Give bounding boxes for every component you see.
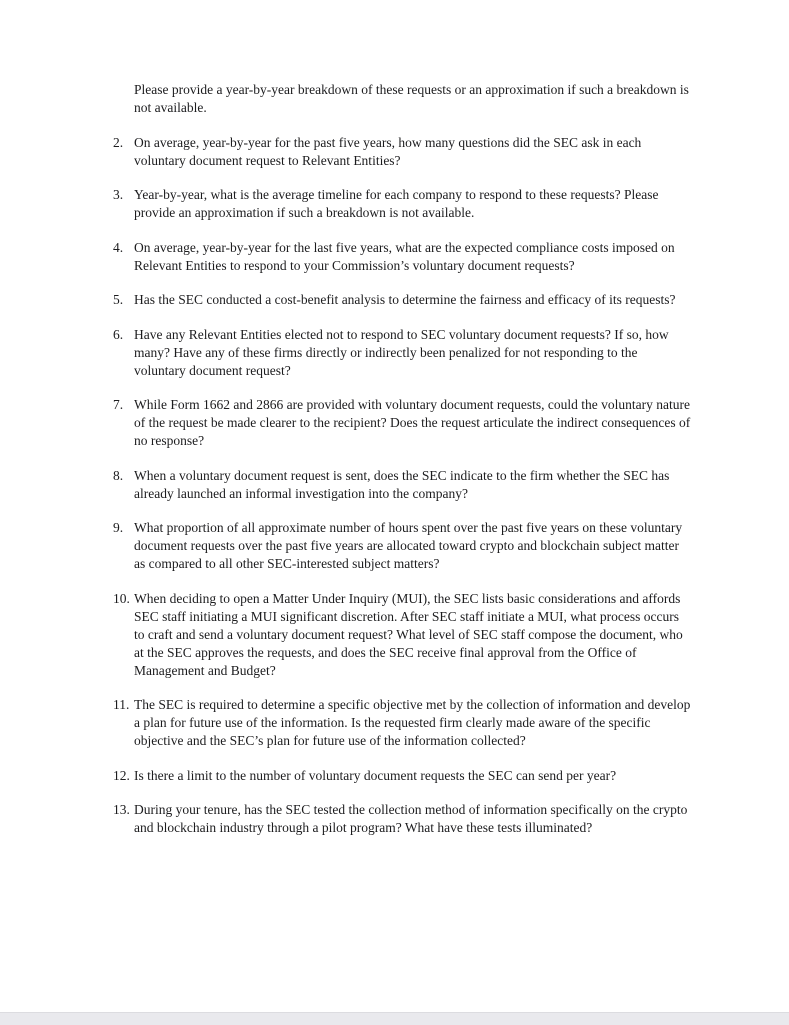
question-number: 4.	[113, 239, 124, 255]
question-item-11	[113, 696, 691, 750]
question-text: During your tenure, has the SEC tested the collection method of information specifically on the crypto and blockchain industry through a pilot program? What have these tests illuminated?	[134, 802, 688, 835]
question-text: Is there a limit to the number of voluntary document requests the SEC can send per year?	[134, 767, 617, 783]
question-item-3	[113, 186, 691, 222]
question-number: 12.	[113, 767, 130, 783]
question-item-9	[113, 519, 691, 573]
question-number: 10.	[113, 590, 130, 606]
question-text: When a voluntary document request is sent, does the SEC indicate to the firm whether the SEC has already launched an informal investigation into the company?	[134, 467, 670, 501]
question-item-6	[113, 326, 691, 380]
question-item-2	[113, 134, 691, 170]
question-item-10	[113, 590, 691, 680]
question-text: Year-by-year, what is the average timeline for each company to respond to these requests? Please provide an approximation if such a breakdown is not available.	[134, 187, 659, 220]
question-item-4	[113, 239, 691, 275]
question-item-7	[113, 396, 691, 450]
question-text: On average, year-by-year for the past five years, how many questions did the SEC ask in each voluntary document request to Relevant Entities?	[134, 134, 642, 168]
question-number: 11.	[113, 697, 130, 712]
question-number: 9.	[113, 520, 124, 535]
question-number: 2.	[113, 134, 124, 150]
question-number: 7.	[113, 397, 124, 412]
question-list	[113, 81, 691, 837]
question-number: 5.	[113, 292, 124, 307]
question-text: The SEC is required to determine a specific objective met by the collection of information and develop a plan for future use of the information. Is the requested firm clearly made aware of the specific objective and the SEC’s plan for future use of the information collected?	[134, 697, 691, 748]
question-text: What proportion of all approximate number of hours spent over the past five years on these voluntary document requests over the past five years are allocated toward crypto and blockchain subject matter as compared to all other SEC-interested subject matters?	[134, 520, 683, 571]
question-text: While Form 1662 and 2866 are provided with voluntary document requests, could the voluntary nature of the request be made clearer to the recipient? Does the request articulate the indirect consequences of no response?	[134, 397, 691, 448]
question-item-8	[113, 467, 691, 503]
question-number: 13.	[113, 802, 130, 817]
question-item-5	[113, 291, 691, 309]
question-item-13	[113, 801, 691, 837]
intro-continuation-paragraph: Please provide a year-by-year breakdown of these requests or an approximation if such a breakdown is not available.	[134, 82, 689, 115]
question-text: When deciding to open a Matter Under Inquiry (MUI), the SEC lists basic considerations and affords SEC staff initiating a MUI significant discretion. After SEC staff initiate a MUI, what process occurs to craft and send a voluntary document request? What level of SEC staff compose the document, who at the SEC approves the requests, and does the SEC receive final approval from the Office of Management and Budget?	[134, 590, 683, 678]
page-gap-band	[0, 1012, 789, 1025]
question-item-12	[113, 767, 691, 785]
question-text: On average, year-by-year for the last five years, what are the expected compliance costs imposed on Relevant Entities to respond to your Commission’s voluntary document requests?	[134, 239, 675, 273]
question-number: 3.	[113, 187, 124, 202]
question-text: Has the SEC conducted a cost-benefit analysis to determine the fairness and efficacy of its requests?	[134, 292, 676, 307]
question-number: 8.	[113, 467, 124, 483]
question-text: Have any Relevant Entities elected not to respond to SEC voluntary document requests? If so, how many? Have any of these firms directly or indirectly been penalized for not responding to the voluntary document request?	[134, 326, 669, 378]
question-number: 6.	[113, 326, 124, 342]
